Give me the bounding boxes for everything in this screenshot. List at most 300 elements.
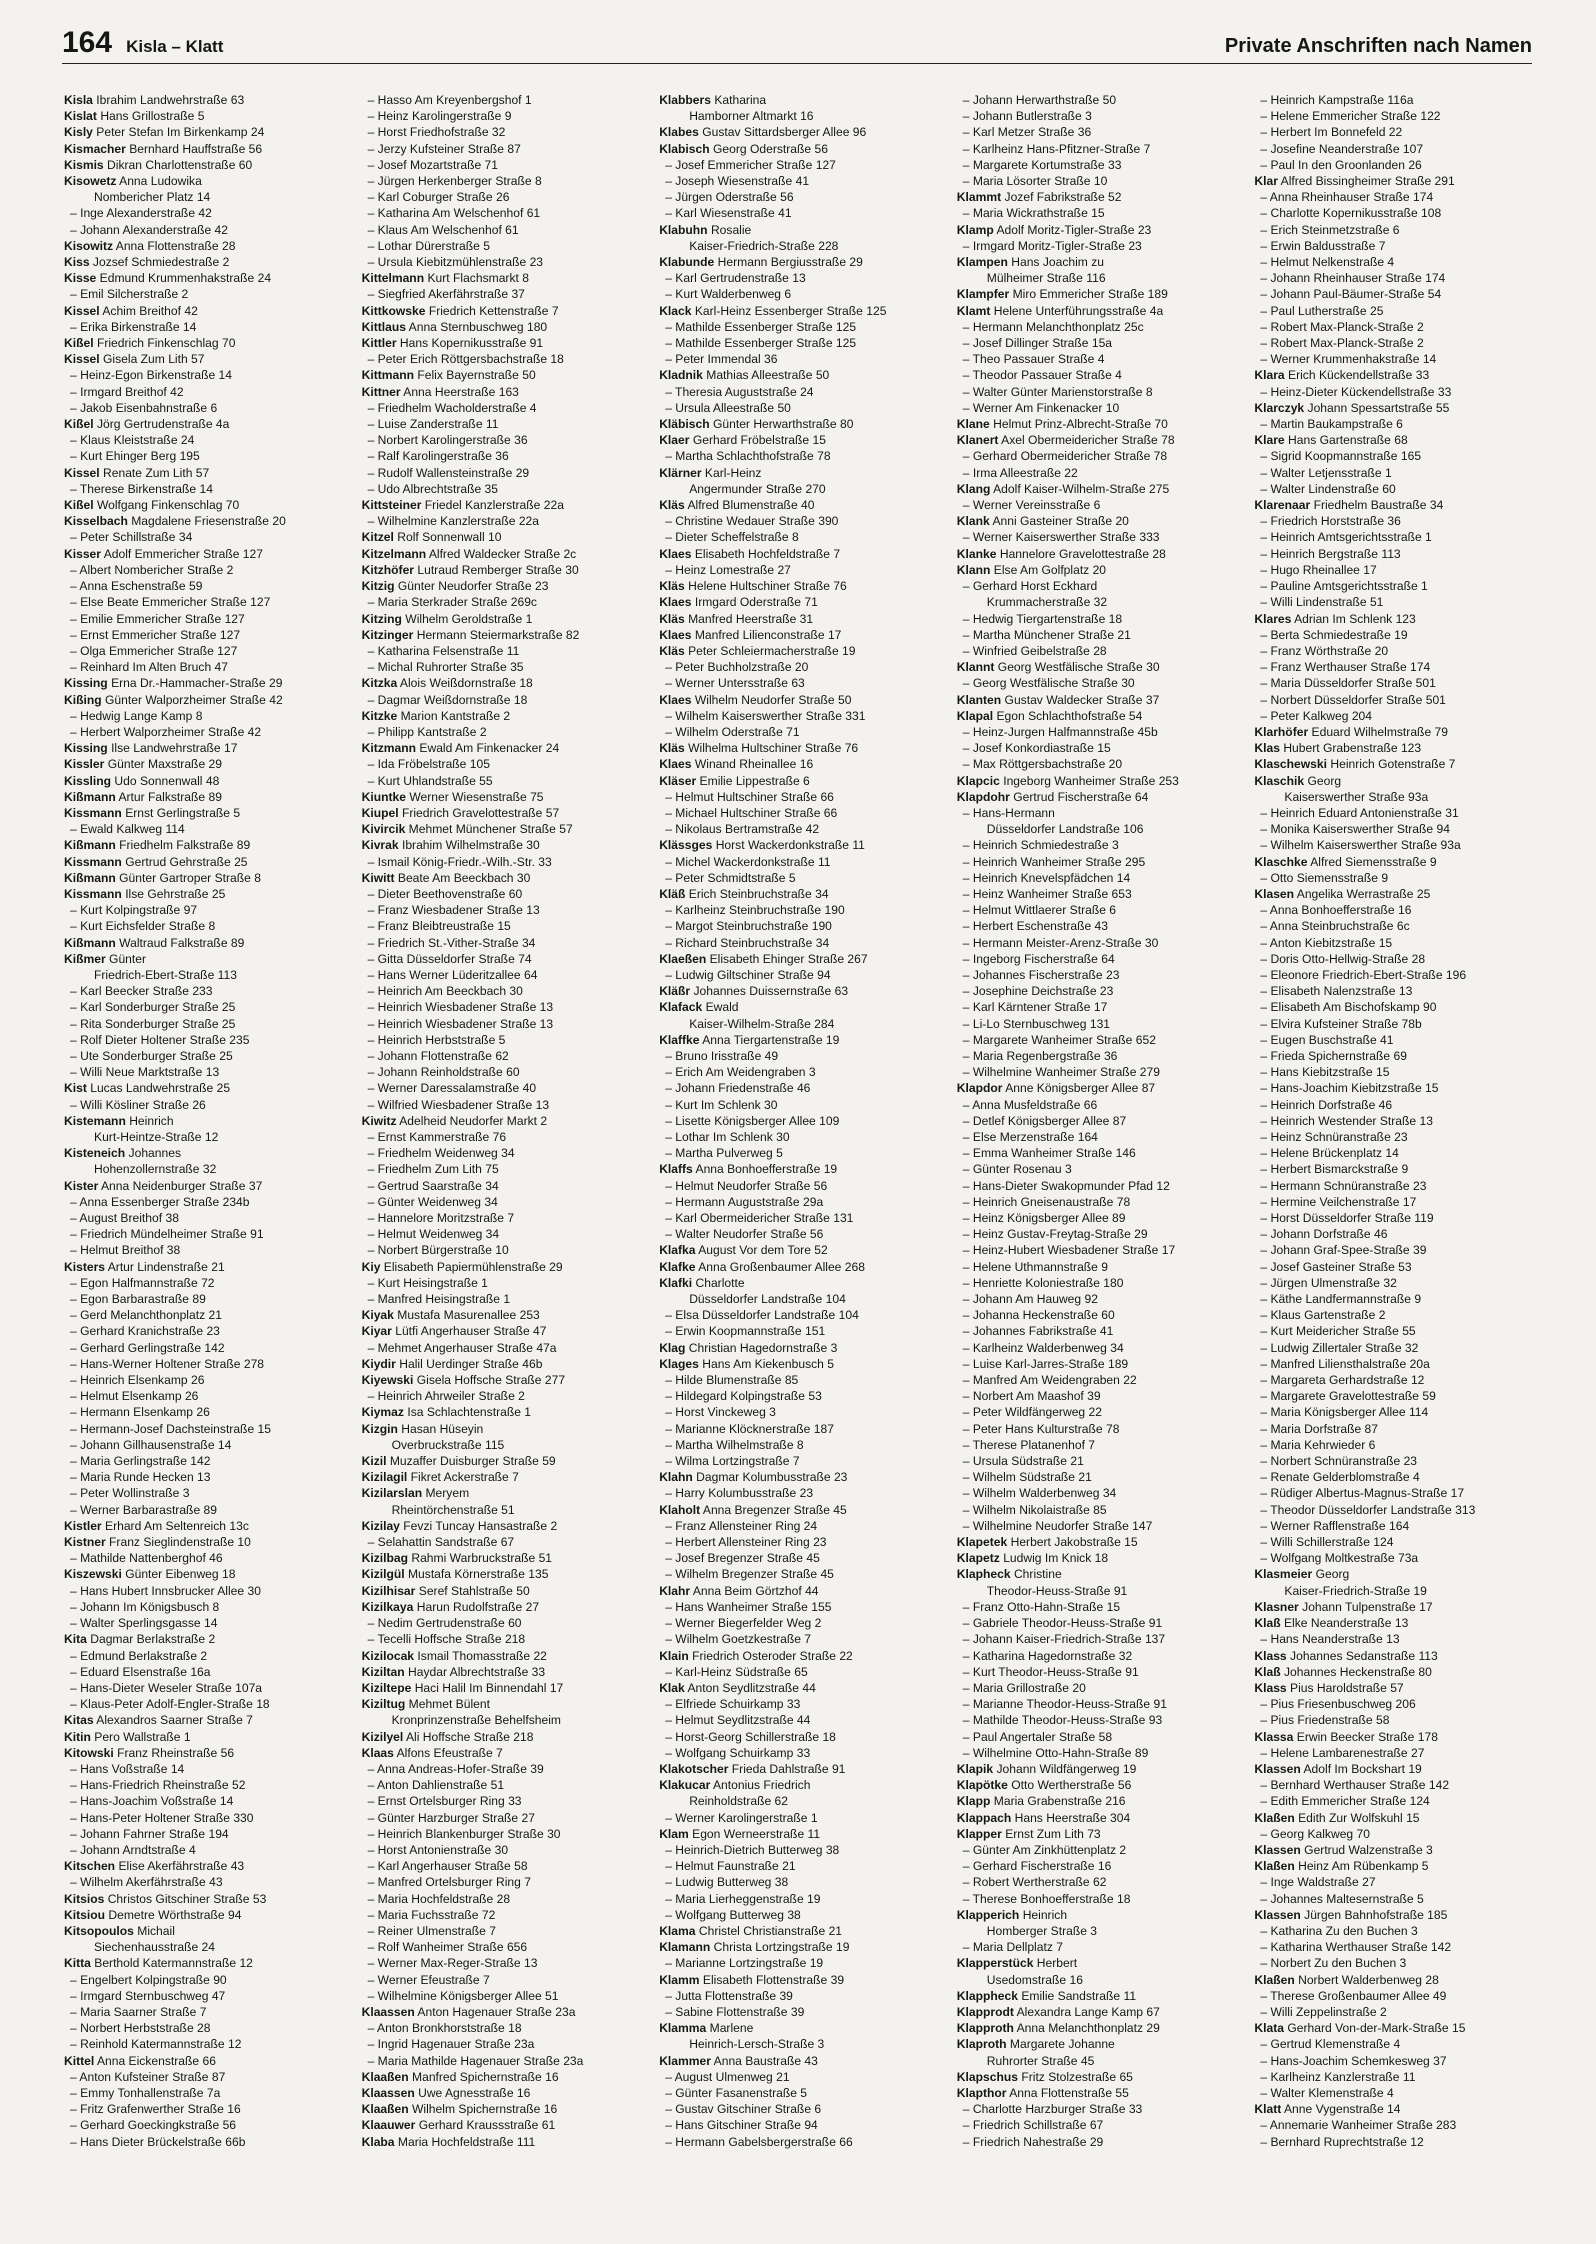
- directory-subentry: – Anton Dahlienstraße 51: [367, 1778, 505, 1793]
- entry-continuation: Friedrich-Ebert-Straße 113: [94, 967, 237, 982]
- surname: Klapperstück: [956, 1956, 1034, 1971]
- directory-subentry: – Elisabeth Nalenzstraße 13: [1260, 984, 1413, 999]
- surname: Klapötke: [956, 1778, 1008, 1793]
- directory-entry: [362, 1259, 642, 1275]
- directory-section-title: Private Anschriften nach Namen: [1224, 35, 1532, 57]
- directory-subentry: – Katharina Hagedornstraße 32: [962, 1648, 1133, 1663]
- surname: Kittsteiner: [361, 498, 422, 513]
- directory-subentry: – Johann Gillhausenstraße 14: [70, 1437, 232, 1452]
- directory-subentry: – Franz Bleibtreustraße 15: [367, 919, 511, 934]
- directory-subentry: – Franz Werthauser Straße 174: [1260, 660, 1431, 675]
- surname: Kißmann: [64, 789, 116, 804]
- entry-details: Christian Hagedornstraße 3: [688, 1340, 838, 1355]
- directory-entry: [64, 805, 344, 821]
- surname: Klapdohr: [956, 789, 1010, 804]
- directory-subentry: – Gerhard Kranichstraße 23: [70, 1324, 220, 1339]
- directory-subentry: – Hermann Elsenkamp 26: [70, 1405, 210, 1420]
- directory-subentry: – Hans Gitschiner Straße 94: [665, 2118, 818, 2133]
- surname: Klaffke: [659, 1032, 700, 1047]
- directory-subentry: – Maria Regenbergstraße 36: [962, 1048, 1118, 1063]
- directory-subentry: – Anna Bonhoefferstraße 16: [1260, 903, 1412, 918]
- directory-subentry: – Theodor Düsseldorfer Landstraße 313: [1260, 1502, 1476, 1517]
- directory-entry: [659, 999, 939, 1015]
- surname: Klaba: [361, 2134, 395, 2149]
- surname: Kiymaz: [361, 1405, 404, 1420]
- directory-entry: [64, 92, 344, 108]
- directory-subentry: – Anna Andreas-Hofer-Straße 39: [367, 1761, 544, 1776]
- surname: Klappheck: [956, 1988, 1018, 2003]
- directory-entry: [659, 1259, 939, 1275]
- directory-entry: [1254, 1972, 1534, 1988]
- directory-subentry: – Max Röttgersbachstraße 20: [962, 757, 1123, 772]
- directory-subentry: – Emilie Emmericher Straße 127: [70, 611, 245, 626]
- directory-subentry: – Helene Uthmannstraße 9: [962, 1259, 1108, 1274]
- directory-entry: [64, 1145, 344, 1161]
- directory-subentry: – Friedhelm Weidenweg 34: [367, 1146, 515, 1161]
- directory-subentry: – Kurt Heisingstraße 1: [367, 1275, 488, 1290]
- directory-entry: [659, 1161, 939, 1177]
- directory-subentry: – Irmgard Breithof 42: [70, 384, 184, 399]
- directory-subentry: – Hans Voßstraße 14: [70, 1761, 185, 1776]
- entry-details: Pero Wallstraße 1: [94, 1729, 191, 1744]
- directory-subentry: – Berta Schmiedestraße 19: [1260, 627, 1408, 642]
- entry-details: Elisabeth Ehinger Straße 267: [709, 951, 868, 966]
- directory-subentry: – Egon Barbarastraße 89: [70, 1292, 206, 1307]
- entry-details: August Vor dem Tore 52: [698, 1243, 828, 1258]
- surname: Kisser: [64, 546, 101, 561]
- entry-details: Anna Melanchthonplatz 29: [1016, 2021, 1160, 2036]
- entry-details: Anna Flottenstraße 55: [1009, 2085, 1129, 2100]
- entry-details: Alexandra Lange Kamp 67: [1016, 2004, 1160, 2019]
- directory-subentry: – Hans-Joachim Voßstraße 14: [70, 1794, 234, 1809]
- directory-subentry: – Günter Harzburger Straße 27: [367, 1810, 535, 1825]
- surname: Kittner: [361, 384, 401, 399]
- directory-subentry: – Heinrich Wanheimer Straße 295: [962, 854, 1146, 869]
- directory-entry: [64, 1858, 344, 1874]
- directory-column-3: [659, 92, 939, 2237]
- surname: Klassa: [1254, 1729, 1294, 1744]
- directory-entry: [957, 659, 1237, 675]
- directory-subentry: – Klaus-Peter Adolf-Engler-Straße 18: [70, 1697, 270, 1712]
- surname: Klaschik: [1254, 773, 1305, 788]
- directory-subentry: – Norbert Düsseldorfer Straße 501: [1260, 692, 1446, 707]
- directory-entry: [362, 1485, 642, 1501]
- directory-entry: [1254, 886, 1534, 902]
- surname: Klafke: [659, 1259, 696, 1274]
- directory-entry: [1254, 173, 1534, 189]
- directory-subentry: – Heinrich Ahrweiler Straße 2: [367, 1389, 525, 1404]
- directory-subentry: – Herbert Eschenstraße 43: [962, 919, 1108, 934]
- directory-subentry: – Wilhelmine Neudorfer Straße 147: [962, 1518, 1153, 1533]
- directory-subentry: – Engelbert Kolpingstraße 90: [70, 1972, 227, 1987]
- directory-subentry: – Helene Lambarenestraße 27: [1260, 1745, 1425, 1760]
- directory-subentry: – Heinz Gustav-Freytag-Straße 29: [962, 1227, 1148, 1242]
- directory-subentry: – Friedrich St.-Vither-Straße 34: [367, 935, 536, 950]
- directory-subentry: – Heinz-Egon Birkenstraße 14: [70, 368, 233, 383]
- directory-subentry: – Hedwig Tiergartenstraße 18: [962, 611, 1123, 626]
- surname: Klang: [956, 481, 991, 496]
- directory-entry: [957, 1988, 1237, 2004]
- directory-subentry: – Hasso Am Kreyenbergshof 1: [367, 93, 532, 107]
- directory-entry: [659, 1583, 939, 1599]
- surname: Klain: [659, 1648, 689, 1663]
- entry-details: Friedrich Finkenschlag 70: [96, 336, 236, 351]
- surname: Klasner: [1254, 1599, 1299, 1614]
- directory-subentry: – Margareta Gerhardstraße 12: [1260, 1373, 1425, 1388]
- directory-subentry: – Heinrich Bergstraße 113: [1260, 546, 1401, 561]
- entry-details: Pius Haroldstraße 57: [1290, 1680, 1404, 1695]
- entry-details: Fikret Ackerstraße 7: [410, 1470, 519, 1485]
- surname: Kissmann: [64, 886, 122, 901]
- directory-subentry: – Anna Eschenstraße 59: [70, 579, 203, 594]
- entry-details: Georg Westfälische Straße 30: [997, 660, 1160, 675]
- surname: Klag: [659, 1340, 686, 1355]
- directory-subentry: – Karl-Heinz Südstraße 65: [665, 1664, 808, 1679]
- directory-entry: [362, 740, 642, 756]
- directory-entry: [1254, 724, 1534, 740]
- entry-continuation: Kaiser-Friedrich-Straße 19: [1284, 1583, 1427, 1598]
- directory-subentry: – Selahattin Sandstraße 67: [367, 1535, 515, 1550]
- directory-entry: [64, 465, 344, 481]
- entry-details: Waltraud Falkstraße 89: [119, 935, 245, 950]
- entry-continuation: Düsseldorfer Landstraße 104: [689, 1292, 846, 1307]
- directory-entry: [659, 367, 939, 383]
- entry-details: Wilhelm Geroldstraße 1: [405, 611, 533, 626]
- directory-entry: [659, 1826, 939, 1842]
- directory-subentry: – Herbert Im Bonnefeld 22: [1260, 125, 1403, 140]
- entry-details: Alfred Waldecker Straße 2c: [428, 546, 577, 561]
- directory-entry: [659, 594, 939, 610]
- entry-details: Hans Am Kiekenbusch 5: [702, 1356, 834, 1371]
- directory-subentry: – Olga Emmericher Straße 127: [70, 643, 238, 658]
- entry-details: Eduard Wilhelmstraße 79: [1311, 724, 1448, 739]
- surname: Klaaßen: [361, 2102, 409, 2117]
- surname: Kistner: [64, 1535, 106, 1550]
- directory-entry: [362, 1550, 642, 1566]
- directory-subentry: – Johann Reinholdstraße 60: [367, 1065, 520, 1080]
- directory-subentry: – Annemarie Wanheimer Straße 283: [1260, 2118, 1457, 2133]
- directory-subentry: – Maria Dellplatz 7: [962, 1940, 1063, 1955]
- directory-entry: [659, 222, 939, 238]
- surname: Klapik: [956, 1761, 994, 1776]
- directory-subentry: – Nikolaus Bertramstraße 42: [665, 822, 820, 837]
- directory-entry: [957, 1534, 1237, 1550]
- directory-entry: [64, 173, 344, 189]
- directory-subentry: – Helene Emmericher Straße 122: [1260, 109, 1441, 124]
- entry-details: Ibrahim Wilhelmstraße 30: [401, 838, 540, 853]
- directory-entry: [64, 335, 344, 351]
- directory-entry: [362, 578, 642, 594]
- surname: Kizilgül: [361, 1567, 405, 1582]
- surname: Kitschen: [64, 1859, 116, 1874]
- surname: Kiziltepe: [361, 1680, 412, 1695]
- surname: Kizgin: [361, 1421, 398, 1436]
- directory-subentry: – Klaus Kleiststraße 24: [70, 433, 195, 448]
- directory-subentry: – Ernst Kammerstraße 76: [367, 1130, 507, 1144]
- surname: Kiziltug: [361, 1697, 406, 1712]
- surname: Kisla: [64, 93, 93, 107]
- directory-entry: [1254, 1648, 1534, 1664]
- surname: Klapdor: [956, 1081, 1003, 1096]
- entry-details: Anna Neidenburger Straße 37: [100, 1178, 263, 1193]
- surname: Kissmann: [64, 805, 122, 820]
- directory-subentry: – Wilhelm Walderbenweg 34: [962, 1486, 1117, 1501]
- entry-details: Johann Tulpenstraße 17: [1302, 1599, 1433, 1614]
- entry-details: Johannes: [128, 1146, 181, 1161]
- surname: Kizilarslan: [361, 1486, 423, 1501]
- directory-subentry: – Maria Grillostraße 20: [962, 1680, 1086, 1695]
- directory-subentry: – Hans-Peter Holtener Straße 330: [70, 1810, 254, 1825]
- directory-subentry: – Ida Fröbelstraße 105: [367, 757, 490, 772]
- surname: Klamt: [956, 303, 991, 318]
- directory-entry: [659, 1939, 939, 1955]
- directory-entry: [1254, 432, 1534, 448]
- surname: Klärner: [659, 465, 702, 480]
- directory-subentry: – Egon Halfmannstraße 72: [70, 1275, 215, 1290]
- directory-subentry: – Harry Kolumbusstraße 23: [665, 1486, 814, 1501]
- directory-subentry: – Paul In den Groonlanden 26: [1260, 157, 1422, 172]
- directory-subentry: – Peter Kalkweg 204: [1260, 708, 1372, 723]
- directory-subentry: – Gerhard Obermeidericher Straße 78: [962, 449, 1168, 464]
- directory-subentry: – Gabriele Theodor-Heuss-Straße 91: [962, 1616, 1163, 1631]
- directory-entry: [659, 692, 939, 708]
- directory-subentry: – Horst Friedhofstraße 32: [367, 125, 506, 140]
- directory-entry: [64, 124, 344, 140]
- directory-subentry: – Heinrich-Dietrich Butterweg 38: [665, 1842, 840, 1857]
- directory-subentry: – Karl Kärntener Straße 17: [962, 1000, 1108, 1015]
- directory-subentry: – Maria Lierheggenstraße 19: [665, 1891, 821, 1906]
- entry-continuation: Siechenhausstraße 24: [94, 1940, 216, 1955]
- entry-details: Rosalie: [710, 222, 752, 237]
- directory-subentry: – Edmund Berlakstraße 2: [70, 1648, 208, 1663]
- entry-details: Emilie Lippestraße 6: [699, 773, 810, 788]
- directory-subentry: – Renate Gelderblomstraße 4: [1260, 1470, 1420, 1485]
- directory-entry: [659, 92, 939, 108]
- entry-details: Axel Obermeidericher Straße 78: [1001, 433, 1175, 448]
- directory-entry: [1254, 1729, 1534, 1745]
- surname: Kiyar: [361, 1324, 392, 1339]
- entry-details: Christos Gitschiner Straße 53: [107, 1891, 267, 1906]
- directory-subentry: – Gerd Melanchthonplatz 21: [70, 1308, 222, 1323]
- directory-subentry: – Jürgen Herkenberger Straße 8: [367, 174, 542, 189]
- entry-continuation: Hohenzollernstraße 32: [94, 1162, 217, 1177]
- entry-details: Anna Bregenzer Straße 45: [702, 1502, 847, 1517]
- directory-subentry: – Horst Antonienstraße 30: [367, 1842, 509, 1857]
- entry-details: Günter Herwarthstraße 80: [712, 417, 854, 432]
- directory-entry: [659, 254, 939, 270]
- surname: Kisowitz: [64, 238, 114, 253]
- directory-subentry: – Käthe Landfermannstraße 9: [1260, 1292, 1422, 1307]
- directory-subentry: – Hugo Rheinallee 17: [1260, 562, 1377, 577]
- directory-subentry: – Günter Weidenweg 34: [367, 1194, 498, 1209]
- directory-entry: [659, 1502, 939, 1518]
- surname: Kisselbach: [64, 514, 128, 529]
- directory-entry: [64, 837, 344, 853]
- directory-subentry: – Martha Wilhelmstraße 8: [665, 1437, 804, 1452]
- directory-subentry: – Helmut Neudorfer Straße 56: [665, 1178, 828, 1193]
- directory-subentry: – Hans Hubert Innsbrucker Allee 30: [70, 1583, 261, 1598]
- directory-entry: [659, 416, 939, 432]
- entry-details: Ernst Zum Lith 73: [1005, 1826, 1101, 1841]
- directory-subentry: – Kurt Theodor-Heuss-Straße 91: [962, 1664, 1139, 1679]
- surname: Kistemann: [64, 1113, 126, 1128]
- surname: Klapp: [956, 1794, 991, 1809]
- entry-details: Elke Neanderstraße 13: [1283, 1616, 1409, 1631]
- entry-details: Frieda Dahlstraße 91: [731, 1761, 846, 1776]
- entry-details: Anna Flottenstraße 28: [115, 238, 236, 253]
- directory-entry: [659, 1340, 939, 1356]
- surname: Klaßen: [1254, 1859, 1295, 1874]
- directory-subentry: – Heinz-Dieter Kückendellstraße 33: [1260, 384, 1452, 399]
- directory-entry: [957, 773, 1237, 789]
- entry-details: Hermann Bergiusstraße 29: [717, 255, 863, 270]
- entry-details: Marlene: [709, 2021, 754, 2036]
- directory-subentry: – Johannes Fischerstraße 23: [962, 967, 1120, 982]
- directory-subentry: – Charlotte Harzburger Straße 33: [962, 2102, 1143, 2117]
- directory-entry: [659, 497, 939, 513]
- surname: Kismis: [64, 157, 104, 172]
- surname: Klara: [1254, 368, 1285, 383]
- directory-entry: [64, 1534, 344, 1550]
- surname: Kläs: [659, 611, 685, 626]
- directory-subentry: – Friedrich Horststraße 36: [1260, 514, 1401, 529]
- directory-subentry: – Robert Wertherstraße 62: [962, 1875, 1107, 1890]
- directory-entry: [362, 2085, 642, 2101]
- directory-subentry: – Horst Vinckeweg 3: [665, 1405, 776, 1420]
- directory-subentry: – Heinrich Am Beeckbach 30: [367, 984, 523, 999]
- directory-subentry: – Hermann Auguststraße 29a: [665, 1194, 824, 1209]
- surname: Kißel: [64, 498, 94, 513]
- directory-entry: [659, 951, 939, 967]
- entry-details: Johannes Heckenstraße 80: [1283, 1664, 1432, 1679]
- directory-subentry: – Winfried Geibelstraße 28: [962, 643, 1107, 658]
- entry-details: Wilhelm Neudorfer Straße 50: [694, 692, 852, 707]
- directory-subentry: – Albert Nombericher Straße 2: [70, 562, 234, 577]
- directory-subentry: – Theodor Passauer Straße 4: [962, 368, 1122, 383]
- directory-subentry: – Johann Friedenstraße 46: [665, 1081, 811, 1096]
- directory-subentry: – Margarete Kortumstraße 33: [962, 157, 1122, 172]
- surname: Kist: [64, 1081, 87, 1096]
- entry-details: Bernhard Hauffstraße 56: [129, 141, 263, 156]
- surname: Kittkowske: [361, 303, 426, 318]
- directory-subentry: – Maria Runde Hecken 13: [70, 1470, 211, 1485]
- directory-entry: [64, 141, 344, 157]
- entry-details: Mehmet Münchener Straße 57: [408, 822, 573, 837]
- directory-subentry: – Josef Konkordiastraße 15: [962, 741, 1111, 756]
- directory-entry: [957, 303, 1237, 319]
- entry-details: Friedrich Osteroder Straße 22: [692, 1648, 853, 1663]
- surname: Kitzhöfer: [361, 562, 414, 577]
- directory-entry: [362, 270, 642, 286]
- directory-subentry: – Josef Mozartstraße 71: [367, 157, 498, 172]
- directory-subentry: – Maria Saarner Straße 7: [70, 2004, 207, 2019]
- surname: Klaassen: [361, 2004, 415, 2019]
- directory-subentry: – Franz Allensteiner Ring 24: [665, 1518, 818, 1533]
- directory-subentry: – Katharina Am Welschenhof 61: [367, 206, 541, 221]
- directory-entry: [659, 465, 939, 481]
- directory-entry: [659, 124, 939, 140]
- directory-entry: [957, 2004, 1237, 2020]
- surname: Klamm: [659, 1972, 700, 1987]
- directory-subentry: – Mathilde Essenberger Straße 125: [665, 336, 857, 351]
- directory-entry: [659, 1356, 939, 1372]
- directory-subentry: – Maria Königsberger Allee 114: [1260, 1405, 1429, 1420]
- entry-details: Erwin Beecker Straße 178: [1296, 1729, 1438, 1744]
- surname: Kizilyel: [361, 1729, 404, 1744]
- surname: Klages: [659, 1356, 699, 1371]
- directory-entry: [659, 1680, 939, 1696]
- entry-details: Wilhelm Spichernstraße 16: [412, 2102, 558, 2117]
- directory-subentry: – Walter Sperlingsgasse 14: [70, 1616, 218, 1631]
- directory-entry: [362, 335, 642, 351]
- entry-details: Karl-Heinz: [704, 465, 762, 480]
- directory-entry: [957, 1826, 1237, 1842]
- directory-subentry: – Siegfried Akerfährstraße 37: [367, 287, 525, 302]
- directory-subentry: – Detlef Königsberger Allee 87: [962, 1113, 1127, 1128]
- entry-details: Berthold Katermannstraße 12: [94, 1956, 253, 1971]
- directory-subentry: – Johann Am Hauweg 92: [962, 1292, 1098, 1307]
- directory-subentry: – Anton Kiebitzstraße 15: [1260, 935, 1393, 950]
- directory-subentry: – Manfred Ortelsburger Ring 7: [367, 1875, 531, 1890]
- surname: Klanten: [956, 692, 1002, 707]
- directory-subentry: – Ernst Ortelsburger Ring 33: [367, 1794, 522, 1809]
- entry-details: Adolf Kaiser-Wilhelm-Straße 275: [993, 481, 1170, 496]
- surname: Klaes: [659, 595, 692, 610]
- directory-subentry: – Willi Kösliner Straße 26: [70, 1097, 206, 1112]
- directory-subentry: – Gerhard Gerlingstraße 142: [70, 1340, 225, 1355]
- directory-entry: [64, 1729, 344, 1745]
- entry-details: Katharina: [714, 93, 767, 107]
- directory-entry: [1254, 1599, 1534, 1615]
- directory-subentry: – Inge Waldstraße 27: [1260, 1875, 1376, 1890]
- directory-subentry: – Kurt Uhlandstraße 55: [367, 773, 493, 788]
- directory-subentry: – Johann Herwarthstraße 50: [962, 93, 1117, 107]
- surname: Klabes: [659, 125, 699, 140]
- directory-subentry: – Hans Dieter Brückelstraße 66b: [70, 2134, 246, 2149]
- directory-subentry: – Inge Alexanderstraße 42: [70, 206, 212, 221]
- surname: Klane: [956, 417, 990, 432]
- surname: Klass: [1254, 1680, 1287, 1695]
- directory-subentry: – Herbert Allensteiner Ring 23: [665, 1535, 827, 1550]
- directory-subentry: – Anna Steinbruchstraße 6c: [1260, 919, 1410, 934]
- entry-details: Günter: [109, 951, 147, 966]
- entry-details: Maria Hochfeldstraße 111: [397, 2134, 536, 2149]
- surname: Klapcic: [956, 773, 1000, 788]
- directory-subentry: – Peter Schmidtstraße 5: [665, 870, 796, 885]
- directory-entry: [362, 529, 642, 545]
- directory-entry: [362, 1696, 642, 1712]
- directory-subentry: – Hans-Dieter Weseler Straße 107a: [70, 1680, 263, 1695]
- surname: Kita: [64, 1632, 87, 1647]
- surname: Klapetz: [956, 1551, 1000, 1566]
- directory-entry: [957, 562, 1237, 578]
- entry-details: Antonius Friedrich: [712, 1778, 811, 1793]
- directory-subentry: – Li-Lo Sternbuschweg 131: [962, 1016, 1111, 1031]
- directory-entry: [64, 2053, 344, 2069]
- directory-subentry: – Helmut Breithof 38: [70, 1243, 181, 1258]
- directory-subentry: – Christine Wedauer Straße 390: [665, 514, 839, 529]
- surname: Klafka: [659, 1243, 696, 1258]
- surname: Kissing: [64, 676, 108, 691]
- directory-subentry: – Norbert Karolingerstraße 36: [367, 433, 528, 448]
- page-number: 164: [62, 26, 113, 59]
- surname: Klaffs: [659, 1162, 693, 1177]
- directory-subentry: – Therese Bonhoefferstraße 18: [962, 1891, 1131, 1906]
- directory-entry: [362, 1404, 642, 1420]
- directory-subentry: – Heinrich Blankenburger Straße 30: [367, 1826, 561, 1841]
- entry-details: Renate Zum Lith 57: [103, 465, 210, 480]
- directory-subentry: – Hans Werner Lüderitzallee 64: [367, 967, 538, 982]
